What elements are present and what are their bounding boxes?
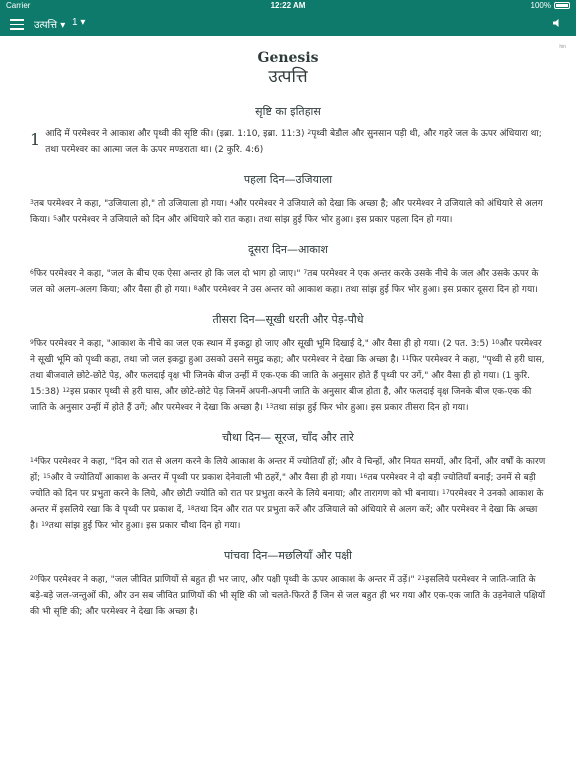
verse-text[interactable]: तब परमेश्वर ने कहा, "उजियाला हो," तो उजियाला हो गया। — [33, 199, 230, 209]
verse-number[interactable]: 15 — [43, 473, 51, 480]
verse-number[interactable]: 2 — [307, 129, 312, 136]
verse-number[interactable]: 19 — [41, 521, 49, 528]
verse-number[interactable]: 17 — [442, 489, 450, 496]
verse-number[interactable]: 11 — [401, 355, 410, 362]
book-title-english: Genesis — [257, 50, 319, 66]
verse-text[interactable]: फिर परमेश्वर ने कहा, "पृथ्वी से हरी घास, तथा बीजवाले छोटे-छोटे पेड़, और फलदाई वृक्ष भी जिनके बीज उन्हीं में एक-एक की जाति के अनुसार होते हैं पृथ्वी पर उगें," और वैसा ही हो गया। (1 कुरि. 15:38) — [30, 355, 545, 397]
section-heading: पांचवा दिन—मछलियाँ और पक्षी — [224, 549, 352, 562]
section-heading: पहला दिन—उजियाला — [243, 173, 333, 186]
verse-text[interactable]: तथा सांझ हुई फिर भोर हुआ। इस प्रकार तीसरा दिन हो गया। — [273, 403, 469, 413]
verse-number[interactable]: 12 — [62, 387, 70, 394]
verse-number[interactable]: 16 — [359, 473, 368, 480]
verse-text[interactable]: और परमेश्वर ने सूखी भूमि को पृथ्वी कहा, तथा जो जल इकट्ठा हुआ उसको उसने समुद्र कहा; और परमेश्वर ने देखा कि अच्छा है। — [30, 339, 542, 365]
carrier-label: Carrier — [6, 1, 31, 10]
battery-indicator — [531, 1, 570, 10]
section-heading: चौथा दिन— सूरज, चाँद और तारे — [222, 431, 354, 444]
verse-number[interactable]: 5 — [53, 215, 57, 222]
section-heading: तीसरा दिन—सूखी धरती और पेड़-पौधे — [212, 313, 364, 326]
verse-number[interactable]: 8 — [193, 285, 198, 292]
verse-paragraph — [30, 126, 546, 158]
verse-text[interactable]: इस प्रकार पृथ्वी से हरी घास, और छोटे-छोटे पेड़ जिनमें अपनी-अपनी जाति के अनुसार बीज होता है, और फलदाई वृक्ष जिनके बीज एक-एक की जाति के अनुसार उन्हीं में होते हैं उगें; और परमेश्वर ने देखा कि अच्छा है। — [30, 387, 532, 413]
verse-paragraph — [30, 196, 546, 228]
verse-text[interactable]: परमेश्वर ने उनको आकाश के अन्तर में इसलिये रखा कि वे पृथ्वी पर प्रकाश दें, — [30, 489, 544, 515]
status-bar — [0, 0, 576, 13]
battery-percent: 100% — [530, 1, 551, 10]
chapter-selector[interactable]: 1 ▾ — [72, 17, 86, 28]
battery-icon — [554, 2, 570, 9]
verse-text[interactable]: तथा सांझ हुई फिर भोर हुआ। इस प्रकार चौथा दिन हो गया। — [48, 521, 241, 531]
nav-bar — [0, 13, 576, 36]
section-heading: सृष्टि का इतिहास — [255, 105, 321, 118]
verse-number[interactable]: 10 — [491, 339, 500, 346]
hamburger-menu-icon[interactable] — [10, 19, 24, 30]
verse-text[interactable]: और वे ज्योतियाँ आकाश के अन्तर में पृथ्वी पर प्रकाश देनेवाली भी ठहरें," और वैसा ही हो गया। — [50, 473, 360, 483]
version-label[interactable]: hin — [559, 44, 566, 50]
book-title-hindi: उत्पत्ति — [268, 67, 308, 87]
speaker-icon[interactable] — [552, 18, 562, 28]
verse-number[interactable]: 18 — [187, 505, 195, 512]
verse-text[interactable]: फिर परमेश्वर ने कहा, "जल जीवित प्राणियों से बहुत ही भर जाए, और पक्षी पृथ्वी के ऊपर आकाश के अन्तर में उड़ें।" — [37, 575, 418, 585]
verse-text[interactable]: और परमेश्वर ने उजियाले को दिन और अंधियारे को रात कहा। तथा सांझ हुई फिर भोर हुआ। इस प्रकार पहला दिन हो गया। — [56, 215, 453, 225]
verse-number[interactable]: 14 — [30, 457, 38, 464]
section-heading: दूसरा दिन—आकाश — [248, 243, 328, 256]
verse-text[interactable]: और परमेश्वर ने उस अन्तर को आकाश कहा। तथा सांझ हुई फिर भोर हुआ। इस प्रकार दूसरा दिन हो गया। — [197, 285, 538, 295]
verse-text[interactable]: फिर परमेश्वर ने कहा, "आकाश के नीचे का जल एक स्थान में इकट्ठा हो जाए और सूखी भूमि दिखाई दे," और वैसा ही हो गया। (2 पत. 3:5) — [33, 339, 492, 349]
book-selector[interactable]: उत्पत्ति ▾ — [34, 20, 66, 31]
verse-paragraph — [30, 454, 546, 534]
verse-number[interactable]: 4 — [229, 199, 234, 206]
bible-text — [30, 36, 546, 620]
verse-number[interactable]: 3 — [30, 199, 34, 206]
verse-text[interactable]: फिर परमेश्वर ने कहा, "दिन को रात से अलग करने के लिये आकाश के अन्तर में ज्योतियाँ हों; और वे चिन्हों, और नियत समयों, और दिनों, और वर्षों के कारण हों; — [30, 457, 546, 483]
verse-number[interactable]: 7 — [303, 269, 308, 276]
verse-text[interactable]: तथा दिन और रात पर प्रभुता करें और उजियाले को अंधियारे से अलग करें; और परमेश्वर ने देखा कि अच्छा है। — [30, 505, 538, 531]
verse-number[interactable]: 21 — [417, 575, 426, 582]
verse-text[interactable]: तब परमेश्वर ने एक अन्तर करके उसके नीचे के जल और उसके ऊपर के जल को अलग-अलग किया; और वैसा ही हो गया। — [30, 269, 539, 295]
chapter-number: 1 — [30, 130, 41, 149]
verse-text[interactable]: इसलिये परमेश्वर ने जाति-जाति के बड़े-बड़े जल-जन्तुओं की, और उन सब जीवित प्राणियों की भी सृष्टि की जो चलते-फिरते हैं जिन से जल बहुत ही भर गया और एक-एक जाति के उड़नेवाले पक्षियों की भी सृष्टि की; और परमेश्वर ने देखा कि अच्छा है। — [30, 575, 546, 617]
verse-text[interactable]: पृथ्वी बेडौल और सुनसान पड़ी थी, और गहरे जल के ऊपर अंधियारा था; तथा परमेश्वर का आत्मा जल के ऊपर मण्डराता था। (2 कुरि. 4:6) — [45, 129, 542, 155]
verse-paragraph — [30, 572, 546, 620]
verse-text[interactable]: तब परमेश्वर ने दो बड़ी ज्योतियाँ बनाईं; उनमें से बड़ी ज्योति को दिन पर प्रभुता करने के लिये, और छोटी ज्योति को रात पर प्रभुता करने के लिये बनाया; और तारागण को भी बनाया। — [30, 473, 536, 499]
verse-number[interactable]: 20 — [30, 575, 38, 582]
verse-paragraph — [30, 266, 546, 298]
verse-paragraph — [30, 336, 546, 416]
verse-number[interactable]: 9 — [30, 339, 34, 346]
clock: 12:22 AM — [270, 1, 306, 10]
sections-container — [30, 104, 546, 620]
verse-number[interactable]: 6 — [30, 269, 34, 276]
verse-text[interactable]: और परमेश्वर ने उजियाले को देखा कि अच्छा है; और परमेश्वर ने उजियाले को अंधियारे से अलग किया। — [30, 199, 543, 225]
verse-number[interactable]: 13 — [265, 403, 274, 410]
verse-text[interactable]: फिर परमेश्वर ने कहा, "जल के बीच एक ऐसा अन्तर हो कि जल दो भाग हो जाए।" — [33, 269, 304, 279]
verse-text[interactable]: आदि में परमेश्वर ने आकाश और पृथ्वी की सृष्टि की। (इब्रा. 1:10, इब्रा. 11:3) — [45, 129, 308, 139]
